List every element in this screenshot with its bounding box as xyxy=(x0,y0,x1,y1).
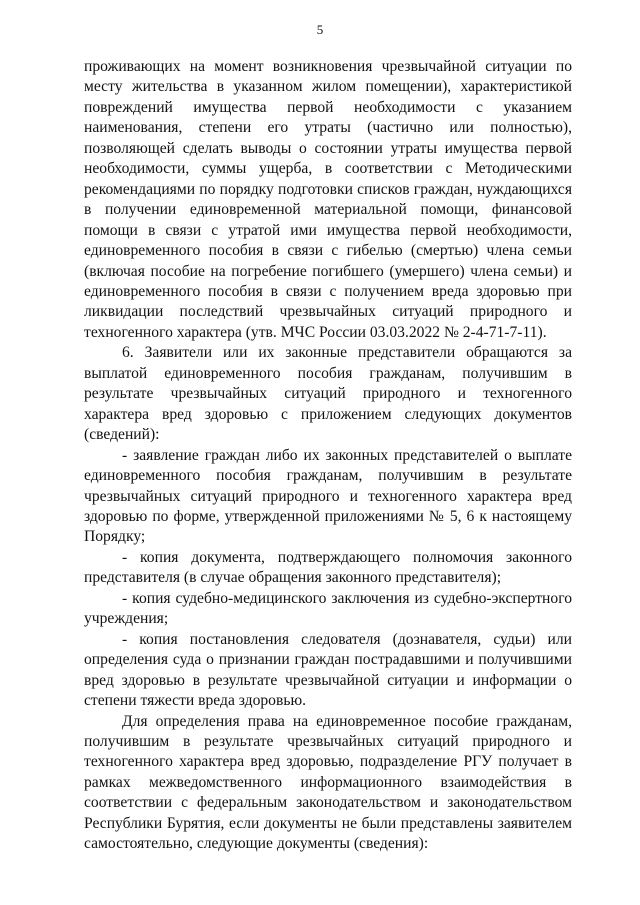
document-body xyxy=(84,57,572,855)
list-item-representative-authority: - копия документа, подтверждающего полномочия законного представителя (в случае обращения законного представителя); xyxy=(84,548,572,587)
paragraph-item-6: 6. Заявители или их законные представители обращаются за выплатой единовременного пособия гражданам, получившим в результате чрезвычайных ситуаций природного и техногенного характера вред здоровью с приложением следующих документов (сведений): xyxy=(84,344,572,444)
paragraph-interagency-request: Для определения права на единовременное пособие гражданам, получившим в результате чрезвычайных ситуаций природного и техногенного характера вред здоровью, подразделение РГУ получает в рамках межведомственного информационного взаимодействия в соответствии с федеральным законодательством и законодательством Республики Бурятия, если документы не были представлены заявителем самостоятельно, следующие документы (сведения): xyxy=(84,712,572,853)
paragraph-continuation: проживающих на момент возникновения чрезвычайной ситуации по месту жительства в указанном жилом помещении), характеристикой повреждений имущества первой необходимости с указанием наименования, степени его утраты (частично или полностью), позволяющей сделать выводы о состоянии утраты имущества первой необходимости, суммы ущерба, в соответствии с Методическими рекомендациями по порядку подготовки списков граждан, нуждающихся в получении единовременной материальной помощи, финансовой помощи в связи с утратой ими имущества первой необходимости, единовременного пособия в связи с гибелью (смертью) члена семьи (включая пособие на погребение погибшего (умершего) члена семьи) и единовременного пособия в связи с получением вреда здоровью при ликвидации последствий чрезвычайных ситуаций природного и техногенного характера (утв. МЧС России 03.03.2022 № 2-4-71-7-11). xyxy=(84,58,572,341)
page-number: 5 xyxy=(316,22,324,37)
list-item-investigator-resolution: - копия постановления следователя (дознавателя, судьи) или определения суда о признании граждан пострадавшими и получившими вред здоровью в результате чрезвычайной ситуации и информации о степени тяжести вреда здоровью. xyxy=(84,630,572,710)
list-item-application: - заявление граждан либо их законных представителей о выплате единовременного пособия гражданам, получившим в результате чрезвычайных ситуаций природного и техногенного характера вред здоровью по форме, утвержденной приложениями № 5, 6 к настоящему Порядку; xyxy=(84,446,572,546)
list-item-forensic-conclusion: - копия судебно-медицинского заключения из судебно-экспертного учреждения; xyxy=(84,589,572,628)
